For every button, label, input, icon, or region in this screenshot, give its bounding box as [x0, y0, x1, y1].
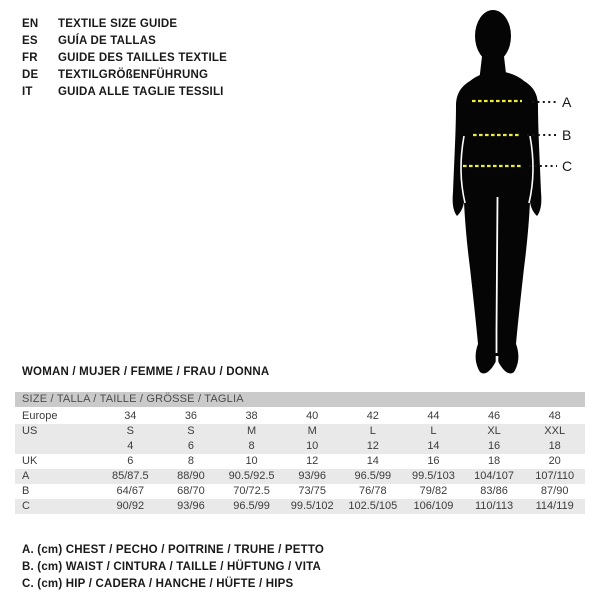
size-cell: 4 — [127, 440, 134, 452]
size-cell: 48 — [548, 410, 561, 422]
size-cell: 8 — [248, 440, 255, 452]
table-row-us-numbers — [15, 439, 585, 454]
table-row-europe — [15, 409, 585, 424]
size-cell: 34 — [124, 410, 137, 422]
size-cell: L — [369, 425, 376, 437]
legend-hip: C. (cm) HIP / CADERA / HANCHE / HÜFTE / HIPS — [22, 578, 294, 590]
row-label: A — [22, 470, 30, 482]
language-row-en — [22, 16, 227, 33]
size-cell: 64/67 — [116, 485, 145, 497]
language-title: GUIDE DES TAILLES TEXTILE — [58, 52, 227, 64]
language-title: TEXTILE SIZE GUIDE — [58, 18, 178, 30]
language-title: TEXTILGRÖßENFÜHRUNG — [58, 69, 209, 81]
language-code: FR — [22, 52, 38, 64]
chest-label-a: A — [562, 94, 572, 110]
table-row-hip-c — [15, 499, 585, 514]
table-row-chest-a — [15, 469, 585, 484]
language-row-es — [22, 33, 227, 50]
size-table — [15, 392, 585, 514]
size-cell: 73/75 — [298, 485, 326, 497]
language-row-it — [22, 84, 227, 101]
size-cell: 12 — [366, 440, 379, 452]
waist-label-b: B — [562, 127, 572, 143]
legend-chest: A. (cm) CHEST / PECHO / POITRINE / TRUHE / PETTO — [22, 544, 325, 556]
size-cell: 18 — [487, 455, 501, 467]
language-code: ES — [22, 35, 38, 47]
language-title-list — [22, 16, 227, 101]
hip-label-c: C — [562, 158, 573, 174]
size-cell: 96.5/99 — [233, 500, 270, 512]
size-cell: 99.5/102 — [290, 500, 334, 512]
size-cell: 70/72.5 — [233, 485, 270, 497]
size-table-header: SIZE / TALLA / TAILLE / GRÖSSE / TAGLIA — [15, 392, 585, 407]
size-cell: 36 — [184, 410, 198, 422]
size-cell: 90/92 — [116, 500, 145, 512]
size-cell: M — [307, 425, 317, 437]
size-cell: 14 — [427, 440, 440, 452]
size-cell: M — [246, 425, 257, 437]
size-cell: 106/109 — [413, 500, 454, 512]
size-cell: L — [430, 425, 437, 437]
legend-waist: B. (cm) WAIST / CINTURA / TAILLE / HÜFTUNG / VITA — [22, 561, 321, 573]
language-row-de — [22, 67, 227, 84]
size-cell: 90.5/92.5 — [228, 470, 275, 482]
woman-silhouette-figure — [400, 0, 600, 380]
size-cell: S — [126, 425, 134, 437]
language-row-fr — [22, 50, 227, 67]
size-cell: 76/78 — [359, 485, 387, 497]
size-cell: 16 — [487, 440, 501, 452]
size-cell: 79/82 — [419, 485, 448, 497]
row-label — [15, 439, 100, 454]
language-code: EN — [22, 18, 39, 30]
size-cell: 99.5/103 — [412, 470, 455, 482]
row-label: C — [22, 500, 30, 512]
size-cell: 96.5/99 — [354, 470, 392, 482]
size-cell: 6 — [127, 455, 134, 467]
row-label: UK — [22, 455, 38, 467]
size-cell: 12 — [306, 455, 319, 467]
size-cell: S — [187, 425, 195, 437]
size-cell: 10 — [306, 440, 319, 452]
size-cell: 20 — [548, 455, 561, 467]
row-label: US — [22, 425, 38, 437]
size-cell: 38 — [245, 410, 258, 422]
size-cell: 10 — [245, 455, 258, 467]
language-title: GUIDA ALLE TAGLIE TESSILI — [58, 86, 224, 98]
size-cell: 14 — [366, 455, 379, 467]
size-cell: 16 — [427, 455, 440, 467]
size-cell: 93/96 — [298, 470, 326, 482]
language-code: IT — [22, 86, 33, 98]
size-cell: 6 — [187, 440, 194, 452]
size-cell: 68/70 — [177, 485, 205, 497]
size-cell: 42 — [366, 410, 379, 422]
size-cell: 102.5/105 — [348, 500, 398, 512]
size-cell: XL — [487, 425, 501, 437]
size-cell: 88/90 — [177, 470, 205, 482]
size-cell: 114/119 — [535, 500, 574, 512]
size-cell: 93/96 — [177, 500, 205, 512]
leg-separation — [497, 197, 498, 353]
table-row-us-letters — [15, 424, 585, 439]
language-code: DE — [22, 69, 39, 81]
language-title: GUÍA DE TALLAS — [58, 35, 156, 47]
size-cell: 46 — [487, 410, 501, 422]
size-cell: 8 — [187, 455, 194, 467]
table-row-waist-b — [15, 484, 585, 499]
size-cell: 83/86 — [480, 485, 508, 497]
size-cell: 107/110 — [535, 470, 575, 482]
section-title: WOMAN / MUJER / FEMME / FRAU / DONNA — [22, 366, 270, 378]
measurement-legend — [22, 542, 324, 593]
size-cell: XXL — [544, 425, 566, 437]
size-cell: 85/87.5 — [111, 470, 149, 482]
size-cell: 110/113 — [474, 500, 514, 512]
row-label: B — [22, 485, 30, 497]
size-cell: 104/107 — [474, 470, 514, 482]
size-cell: 40 — [306, 410, 319, 422]
row-label: Europe — [22, 410, 58, 422]
size-cell: 44 — [427, 410, 440, 422]
table-row-uk — [15, 454, 585, 469]
size-cell: 87/90 — [540, 485, 569, 497]
size-cell: 18 — [548, 440, 561, 452]
